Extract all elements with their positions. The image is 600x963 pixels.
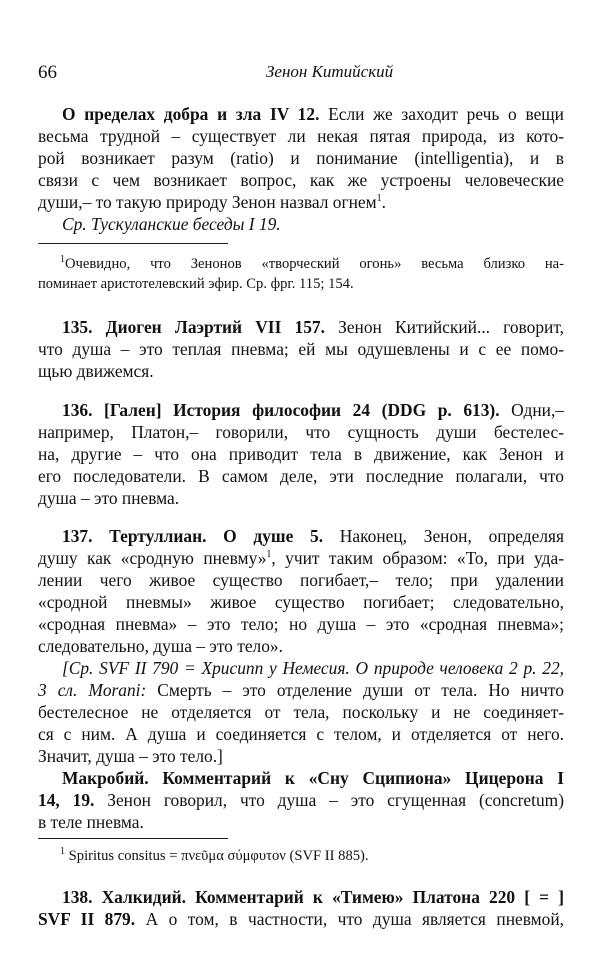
citation-heading: Макробий. Комментарий к «Сну Сципиона» Цицерона I (62, 768, 564, 788)
footnote-1 (38, 254, 564, 294)
footnote-line: поминает аристотелевский эфир. Ср. фрг. 115; 154. (38, 276, 354, 292)
page-header (38, 62, 562, 86)
cross-reference: [Ср. SVF II 790 = Хрисипп у Немесия. О природе человека 2 p. 22, (62, 658, 564, 678)
text-line: О пределах добра и зла IV 12. Если же заходит речь о вещи (62, 104, 564, 124)
citation-heading: 138. Халкидий. Комментарий к «Тимею» Платона 220 [ = ] (62, 887, 564, 907)
cross-reference: Ср. Тускуланские беседы I 19. (62, 214, 281, 234)
text-line: ся с ним. А душа и соединяется с телом, и отделяется от него. (38, 724, 564, 744)
text-line: 14, 19. Зенон говорил, что душа – это сгущенная (concretum) (38, 790, 564, 810)
text-line: душа – это пневма. (38, 488, 180, 508)
text-line: щью движемся. (38, 361, 154, 381)
footnote-2 (38, 846, 564, 866)
text-line: что душа – это теплая пневма; ей мы одушевлены и с ее помо- (38, 339, 564, 359)
text-line: его последователи. В самом деле, эти последние полагали, что (38, 466, 564, 486)
footnote-rule (38, 838, 228, 839)
text-line: на, другие – что она приводит тела в движение, как Зенон и (38, 444, 564, 464)
citation-heading: О пределах добра и зла IV 12. (62, 104, 320, 124)
text-line: 3 сл. Morani: Смерть – это отделение души от тела. Но ничто (38, 680, 564, 700)
text-line: душу как «сродную пневму»$^1$, учит таким образом: «То, при уда- (38, 548, 564, 568)
text-line: души,– то такую природу Зенон назвал огнем$^1$. (38, 192, 386, 212)
footnote-marker: 1 (376, 193, 382, 205)
text-line: следовательно, душа – это тело». (38, 636, 283, 656)
fragment-135 (38, 316, 564, 382)
text-line: бестелесное не отделяется от тела, поскольку и не соединяет- (38, 702, 564, 722)
footnote-marker: 1 (266, 549, 272, 561)
text-line: Значит, душа – это тело.] (38, 746, 223, 766)
footnote-line: $^1$Очевидно, что Зенонов «творческий огонь» весьма близко на- (60, 254, 564, 272)
text-line: «сродной пневмы» живое существо погибает; следовательно, (38, 592, 564, 612)
text-line: 136. [Гален] История философии 24 (DDG p. 613). Одни,– (62, 400, 565, 420)
text-line: лении чего живое существо погибает,– тело; при удалении (38, 570, 564, 590)
citation-heading: 136. [Гален] История философии 24 (DDG p. 613). (62, 400, 500, 420)
fragment-138 (38, 886, 564, 930)
text-line: 135. Диоген Лаэртий VII 157. Зенон Китийский... говорит, (62, 317, 564, 337)
text-line: связи с чем возникает вопрос, как же устроены человеческие (38, 170, 564, 190)
fragment-136 (38, 399, 564, 509)
text-line: 137. Тертуллиан. О душе 5. Наконец, Зенон, определяя (62, 526, 564, 546)
running-title: Зенон Китийский (266, 62, 394, 81)
text-line: например, Платон,– говорили, что сущность души бестелес- (38, 422, 564, 442)
text-line: рой возникает разум (ratio) и понимание (intelligentia), и в (38, 148, 564, 168)
text-line: SVF II 879. А о том, в частности, что душа является пневмой, (38, 909, 564, 929)
text-line: «сродная пневма» – это тело; но душа – это «сродная пневма»; (38, 614, 564, 634)
footnote-line: $^1$ Spiritus consitus = πνεῦμα σύμφυτον (SVF II 885). (60, 846, 369, 864)
page-number: 66 (38, 62, 57, 83)
fragment-137 (38, 525, 564, 833)
citation-heading: 135. Диоген Лаэртий VII 157. (62, 317, 325, 337)
citation-heading: 137. Тертуллиан. О душе 5. (62, 526, 324, 546)
text-line: весьма трудной – существует ли некая пятая природа, из кото- (38, 126, 564, 146)
footnote-marker: 1 (60, 254, 65, 266)
text-line: в теле пневма. (38, 812, 144, 832)
paragraph-de-finibus (38, 103, 564, 235)
footnote-rule (38, 243, 228, 244)
footnote-marker: 1 (60, 846, 65, 858)
